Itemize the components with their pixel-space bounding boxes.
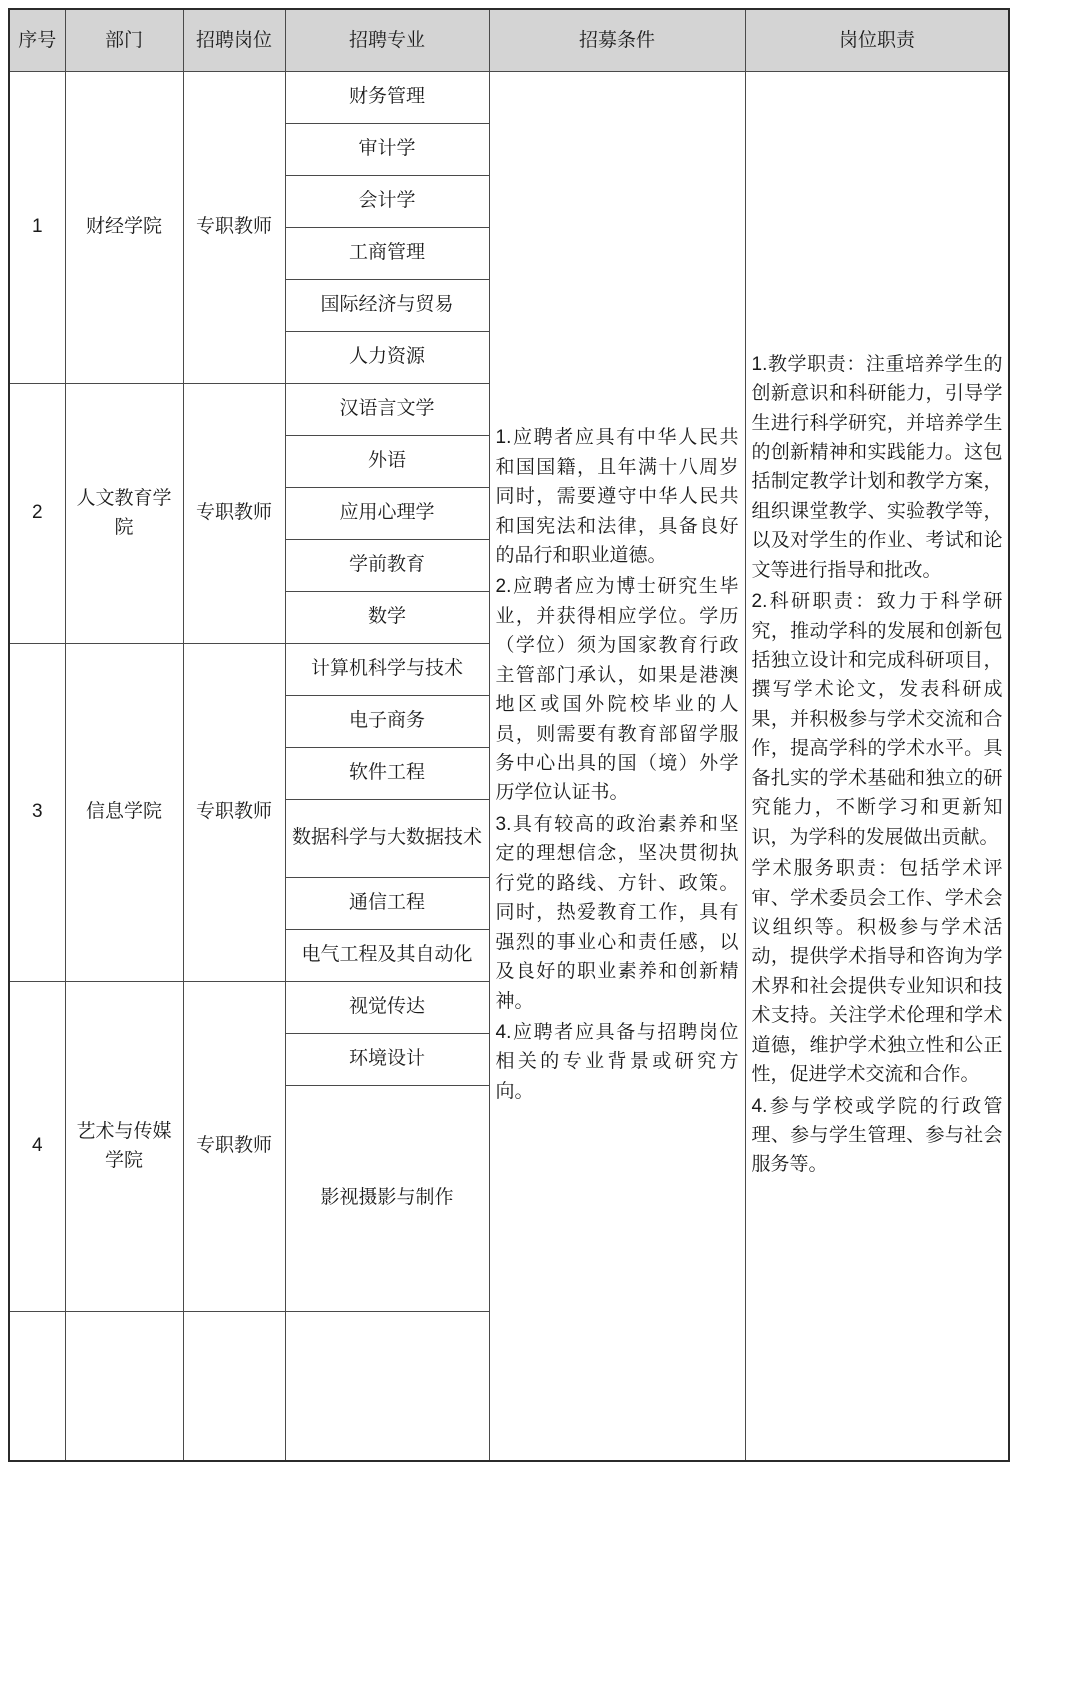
cell-department: [65, 1311, 183, 1461]
recruitment-table: [8, 8, 1010, 1462]
cell-major: 视觉传达: [285, 981, 489, 1033]
cell-major: 计算机科学与技术: [285, 643, 489, 695]
table-header-row: [9, 9, 1009, 71]
cell-post: 专职教师: [183, 643, 285, 981]
column-header-duties: 岗位职责: [745, 9, 1009, 71]
duty-item: 4.参与学校或学院的行政管理、参与学生管理、参与社会服务等。: [751, 1095, 1003, 1176]
cell-major: 审计学: [285, 123, 489, 175]
condition-item: 2.应聘者应为博士研究生毕业，并获得相应学位。学历（学位）须为国家教育行政主管部门承认，如果是港澳地区或国外院校毕业的人员，则需要有教育部留学服务中心出具的国（境）外学历学位认证书。: [495, 576, 739, 804]
cell-major: 人力资源: [285, 331, 489, 383]
table-header: [9, 9, 1009, 71]
cell-major: 汉语言文学: [285, 383, 489, 435]
table-body: [9, 71, 1009, 1461]
cell-major: 外语: [285, 435, 489, 487]
cell-conditions: [489, 71, 745, 1461]
cell-duties: [745, 71, 1009, 1461]
cell-post: 专职教师: [183, 71, 285, 383]
duty-item: 2.科研职责：致力于科学研究，推动学科的发展和创新包括独立设计和完成科研项目，撰写学术论文，发表科研成果，并积极参与学术交流和合作，提高学科的学术水平。具备扎实的学术基础和独立的研究能力，不断学习和更新知识，为学科的发展做出贡献。: [751, 591, 1003, 848]
cell-major: 国际经济与贸易: [285, 279, 489, 331]
cell-department: 艺术与传媒学院: [65, 981, 183, 1311]
cell-no: 3: [9, 643, 65, 981]
cell-major: 财务管理: [285, 71, 489, 123]
condition-item: 1.应聘者应具有中华人民共和国国籍，且年满十八周岁同时，需要遵守中华人民共和国宪法和法律，具备良好的品行和职业道德。: [495, 427, 739, 566]
duty-item: 1.教学职责：注重培养学生的创新意识和科研能力，引导学生进行科学研究，并培养学生的创新精神和实践能力。这包括制定教学计划和教学方案，组织课堂教学、实验教学等，以及对学生的作业、考试和论文等进行指导和批改。: [751, 353, 1003, 581]
column-header-major: 招聘专业: [285, 9, 489, 71]
cell-no: 4: [9, 981, 65, 1311]
cell-major: 工商管理: [285, 227, 489, 279]
table-row: [9, 71, 1009, 123]
cell-major: 数据科学与大数据技术: [285, 799, 489, 877]
cell-major: [285, 1311, 489, 1461]
cell-major: 电子商务: [285, 695, 489, 747]
cell-no: 2: [9, 383, 65, 643]
cell-major: 学前教育: [285, 539, 489, 591]
condition-item: 4.应聘者应具备与招聘岗位相关的专业背景或研究方向。: [495, 1021, 739, 1102]
cell-post: 专职教师: [183, 383, 285, 643]
cell-major: 电气工程及其自动化: [285, 929, 489, 981]
cell-post: [183, 1311, 285, 1461]
cell-post: 专职教师: [183, 981, 285, 1311]
cell-major: 环境设计: [285, 1033, 489, 1085]
cell-major: 通信工程: [285, 877, 489, 929]
cell-department: 信息学院: [65, 643, 183, 981]
cell-department: 人文教育学院: [65, 383, 183, 643]
cell-major: 软件工程: [285, 747, 489, 799]
cell-no: [9, 1311, 65, 1461]
column-header-no: 序号: [9, 9, 65, 71]
condition-item: 3.具有较高的政治素养和坚定的理想信念，坚决贯彻执行党的路线、方针、政策。同时，热爱教育工作，具有强烈的事业心和责任感，以及良好的职业素养和创新精神。: [495, 813, 739, 1012]
cell-department: 财经学院: [65, 71, 183, 383]
duty-item: 学术服务职责：包括学术评审、学术委员会工作、学术会议组织等。积极参与学术活动，提供学术指导和咨询为学术界和社会提供专业知识和技术支持。关注学术伦理和学术道德，维护学术独立性和公正性，促进学术交流和合作。: [751, 858, 1003, 1086]
cell-major: 数学: [285, 591, 489, 643]
cell-major: 影视摄影与制作: [285, 1085, 489, 1311]
column-header-department: 部门: [65, 9, 183, 71]
cell-major: 应用心理学: [285, 487, 489, 539]
cell-major: 会计学: [285, 175, 489, 227]
column-header-post: 招聘岗位: [183, 9, 285, 71]
column-header-conditions: 招募条件: [489, 9, 745, 71]
cell-no: 1: [9, 71, 65, 383]
